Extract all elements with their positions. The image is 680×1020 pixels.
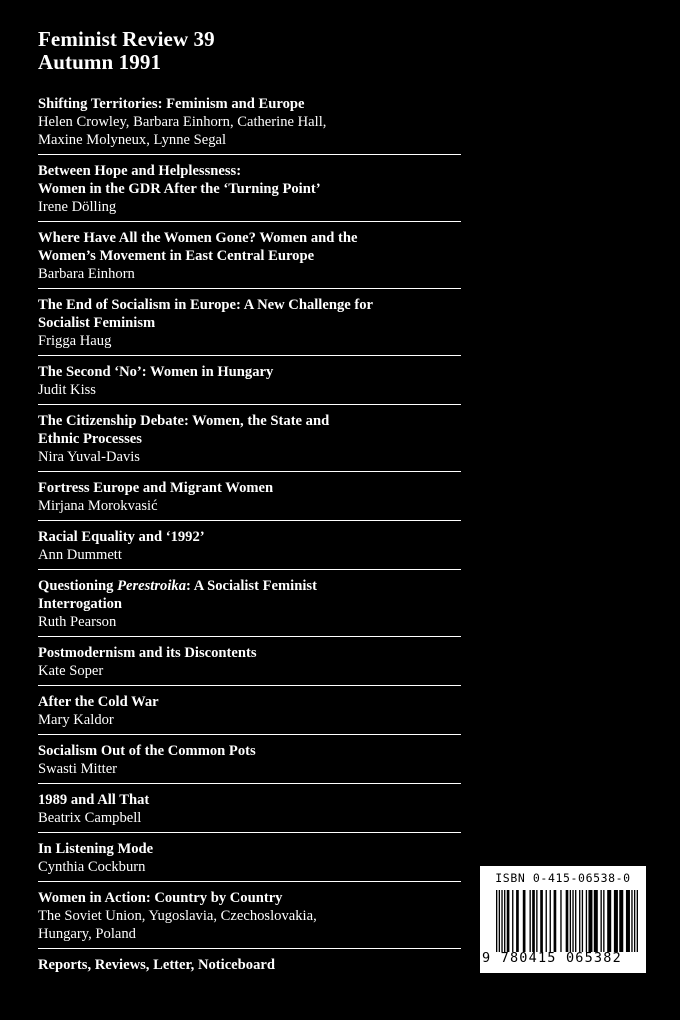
barcode-bar [504,890,505,952]
barcode-bar [619,890,623,952]
barcode-bar [614,890,618,952]
article-author: Mary Kaldor [38,712,114,728]
article-title: Shifting Territories: Feminism and Europe [38,96,305,112]
barcode-bar [550,890,551,952]
barcode-bar [634,890,635,952]
article-title: Between Hope and Helplessness: Women in the GDR After the ‘Turning Point’ [38,163,321,197]
contents-entry [38,953,461,979]
article-title: Questioning Perestroika: A Socialist Feminist Interrogation [38,578,317,612]
barcode-bar [637,890,638,952]
article-author: The Soviet Union, Yugoslavia, Czechoslovakia, Hungary, Poland [38,908,317,942]
journal-title: Feminist Review 39 [38,27,215,51]
barcode-bar [499,890,500,952]
barcode-bar [600,890,601,952]
article-title: 1989 and All That [38,792,150,808]
barcode-bar [588,890,592,952]
article-title: Postmodernism and its Discontents [38,645,257,661]
contents-entry [38,293,461,356]
contents-entry [38,574,461,637]
contents-entry [38,641,461,686]
article-title: The Citizenship Debate: Women, the State and Ethnic Processes [38,413,330,447]
article-title: In Listening Mode [38,841,154,857]
article-author: Kate Soper [38,663,104,679]
barcode-bar [572,890,573,952]
barcode-bar [554,890,557,952]
barcode-digits: 9 780415 065382 [482,950,622,966]
barcode-bar [529,890,530,952]
contents-entry [38,476,461,521]
barcode-bar [579,890,580,952]
contents-entry [38,409,461,472]
article-title: Racial Equality and ‘1992’ [38,529,205,545]
barcode-bar [594,890,598,952]
barcode-bar [496,890,497,952]
article-author: Swasti Mitter [38,761,118,777]
article-author: Barbara Einhorn [38,266,135,282]
article-title: Socialism Out of the Common Pots [38,743,256,759]
barcode-bar [570,890,571,952]
article-author: Mirjana Morokvasić [38,498,158,514]
barcode-bar [575,890,576,952]
contents-entry [38,159,461,222]
barcode-bar [586,890,587,952]
article-author: Helen Crowley, Barbara Einhorn, Catherine Hall, Maxine Molyneux, Lynne Segal [38,114,327,148]
article-title: Fortress Europe and Migrant Women [38,480,274,496]
barcode-bars [496,890,638,952]
barcode-bar [523,890,526,952]
article-author: Frigga Haug [38,333,112,349]
barcode-bar [512,890,513,952]
barcode-bar [501,890,502,952]
barcode-bar [582,890,583,952]
article-author: Nira Yuval-Davis [38,449,140,465]
barcode-bar [546,890,547,952]
barcode-bar [516,890,519,952]
journal-header [38,28,215,74]
contents-entry [38,525,461,570]
isbn-barcode [480,866,646,973]
contents-entry [38,360,461,405]
article-title: Where Have All the Women Gone? Women and the Women’s Movement in East Central Europe [38,230,358,264]
contents-entry [38,788,461,833]
contents-entry [38,837,461,882]
article-title: Women in Action: Country by Country [38,890,283,906]
barcode-bar [536,890,537,952]
barcode-bar [626,890,630,952]
contents-entry [38,739,461,784]
table-of-contents [38,92,461,983]
isbn-label: ISBN 0-415-06538-0 [495,871,631,885]
article-title: After the Cold War [38,694,159,710]
barcode-bar [631,890,632,952]
barcode-bar [532,890,535,952]
barcode-bar [607,890,611,952]
article-author: Ann Dummett [38,547,122,563]
barcode-bar [566,890,569,952]
article-title: The Second ‘No’: Women in Hungary [38,364,274,380]
article-author: Beatrix Campbell [38,810,142,826]
contents-entry [38,690,461,735]
contents-entry [38,886,461,949]
barcode-bar [603,890,604,952]
barcode-bar [540,890,543,952]
article-author: Irene Dölling [38,199,117,215]
barcode-bar [507,890,510,952]
article-author: Ruth Pearson [38,614,117,630]
barcode-bar [560,890,561,952]
article-title: The End of Socialism in Europe: A New Challenge for Socialist Feminism [38,297,374,331]
article-author: Judit Kiss [38,382,96,398]
contents-entry [38,226,461,289]
article-author: Cynthia Cockburn [38,859,146,875]
journal-issue: Autumn 1991 [38,50,162,74]
contents-entry [38,92,461,155]
article-title: Reports, Reviews, Letter, Noticeboard [38,957,275,973]
